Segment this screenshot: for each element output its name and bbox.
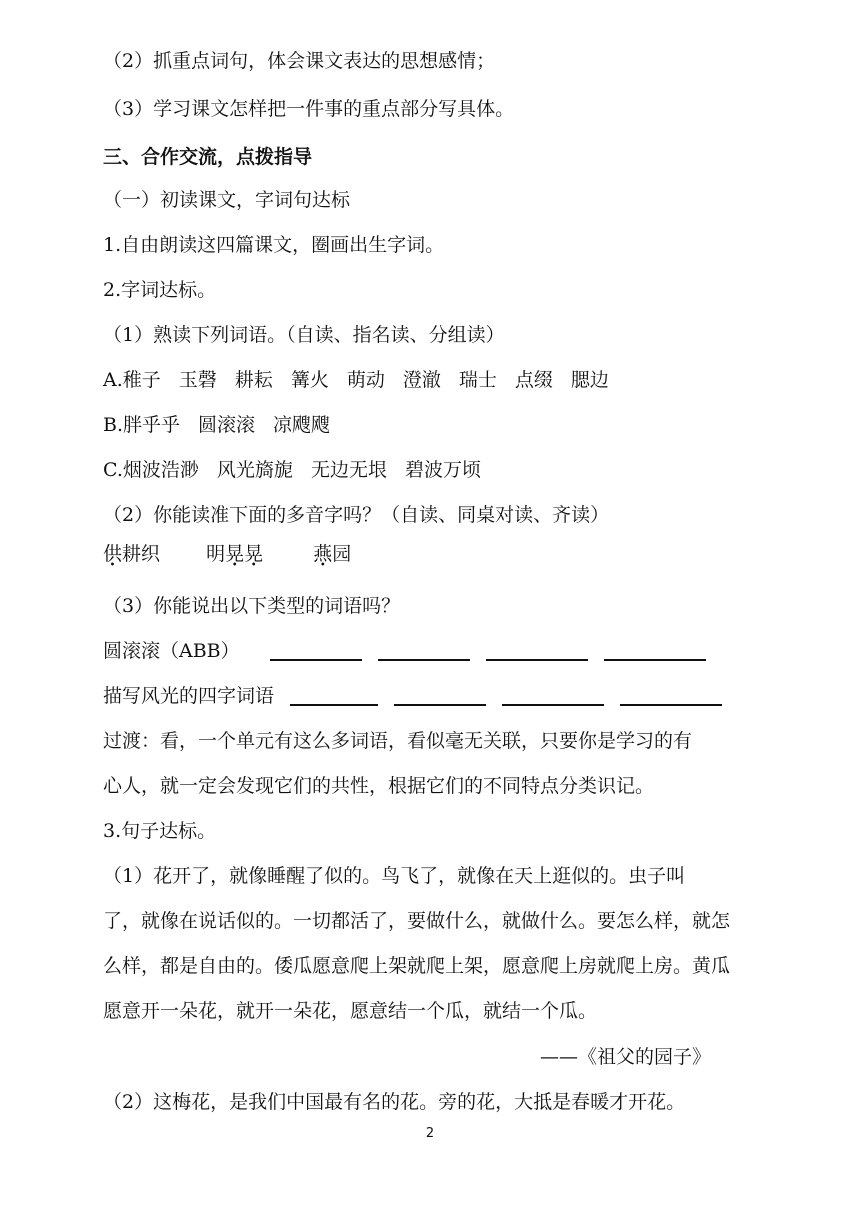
step-1: 1.自由朗读这四篇课文，圈画出生字词。 — [103, 234, 445, 256]
task-2: （2）你能读准下面的多音字吗？（自读、同桌对读、齐读） — [103, 504, 610, 526]
quote-source: ——《祖父的园子》 — [540, 1046, 712, 1068]
word-list-prefix: A. — [103, 369, 123, 391]
answer-blank — [394, 704, 486, 706]
page-number: 2 — [425, 1126, 435, 1141]
word: 萌动 — [346, 369, 385, 391]
word: 凉飕飕 — [273, 414, 331, 436]
sentence-1-line-3: 么样，都是自由的。倭瓜愿意爬上架就爬上架，愿意爬上房就爬上房。黄瓜 — [103, 955, 731, 977]
word: 点缀 — [514, 369, 553, 391]
word: 烟波浩渺 — [122, 459, 199, 481]
answer-blank — [486, 659, 588, 661]
word-rest: 耕织 — [122, 543, 161, 565]
word-rest: 明 — [206, 543, 226, 565]
word: 澄澈 — [402, 369, 441, 391]
transition-line-2: 心人，就一定会发现它们的共性，根据它们的不同特点分类识记。 — [103, 775, 655, 797]
task-3: （3）你能说出以下类型的词语吗？ — [103, 595, 401, 617]
word: 圆滚滚 — [198, 414, 256, 436]
answer-blank — [378, 659, 470, 661]
word: 风光旖旎 — [216, 459, 293, 481]
answer-blank — [270, 659, 362, 661]
answer-blank — [502, 704, 604, 706]
word-list-b — [103, 411, 348, 439]
transition-line-1: 过渡：看，一个单元有这么多词语，看似毫无关联，只要你是学习的有 — [103, 730, 693, 752]
word: 碧波万顷 — [404, 459, 481, 481]
task-1: （1）熟读下列词语。（自读、指名读、分组读） — [103, 324, 505, 346]
word-list-c — [103, 456, 499, 484]
word: 耕耘 — [234, 369, 273, 391]
word-rest: 园 — [332, 543, 352, 565]
polyphonic-char: 晃 — [244, 543, 264, 565]
polyphonic-words — [103, 540, 351, 568]
sentence-1-line-1: （1）花开了，就像睡醒了似的。鸟飞了，就像在天上逛似的。虫子叫 — [103, 865, 686, 887]
word: 胖乎乎 — [123, 414, 181, 436]
subsection-heading: （一）初读课文，字词句达标 — [103, 189, 351, 211]
word: 玉磬 — [178, 369, 217, 391]
abb-prompt: 圆滚滚（ABB） — [103, 637, 706, 665]
objective-2: （2）抓重点词句，体会课文表达的思想感情； — [103, 50, 496, 72]
section-heading: 三、合作交流，点拨指导 — [103, 146, 313, 168]
polyphonic-char: 燕 — [313, 543, 333, 565]
scenery-prompt: 描写风光的四字词语 — [103, 682, 722, 710]
sentence-1-line-2: 了，就像在说话似的。一切都活了，要做什么，就做什么。要怎么样，就怎 — [103, 910, 731, 932]
word-list-a — [103, 366, 627, 394]
step-3: 3.句子达标。 — [103, 820, 217, 842]
word: 瑞士 — [458, 369, 497, 391]
objective-3: （3）学习课文怎样把一件事的重点部分写具体。 — [103, 98, 515, 120]
word: 稚子 — [122, 369, 161, 391]
word-list-prefix: C. — [103, 459, 123, 481]
word: 无边无垠 — [310, 459, 387, 481]
answer-blank — [604, 659, 706, 661]
polyphonic-char: 晃 — [225, 543, 245, 565]
answer-blank — [620, 704, 722, 706]
polyphonic-char: 供 — [103, 543, 123, 565]
word-list-prefix: B. — [103, 414, 124, 436]
word: 腮边 — [570, 369, 609, 391]
sentence-2: （2）这梅花，是我们中国最有名的花。旁的花，大抵是春暖才开花。 — [103, 1091, 686, 1113]
word: 篝火 — [290, 369, 329, 391]
step-2: 2.字词达标。 — [103, 279, 217, 301]
sentence-1-line-4: 愿意开一朵花，就开一朵花，愿意结一个瓜，就结一个瓜。 — [103, 1000, 598, 1022]
answer-blank — [290, 704, 378, 706]
